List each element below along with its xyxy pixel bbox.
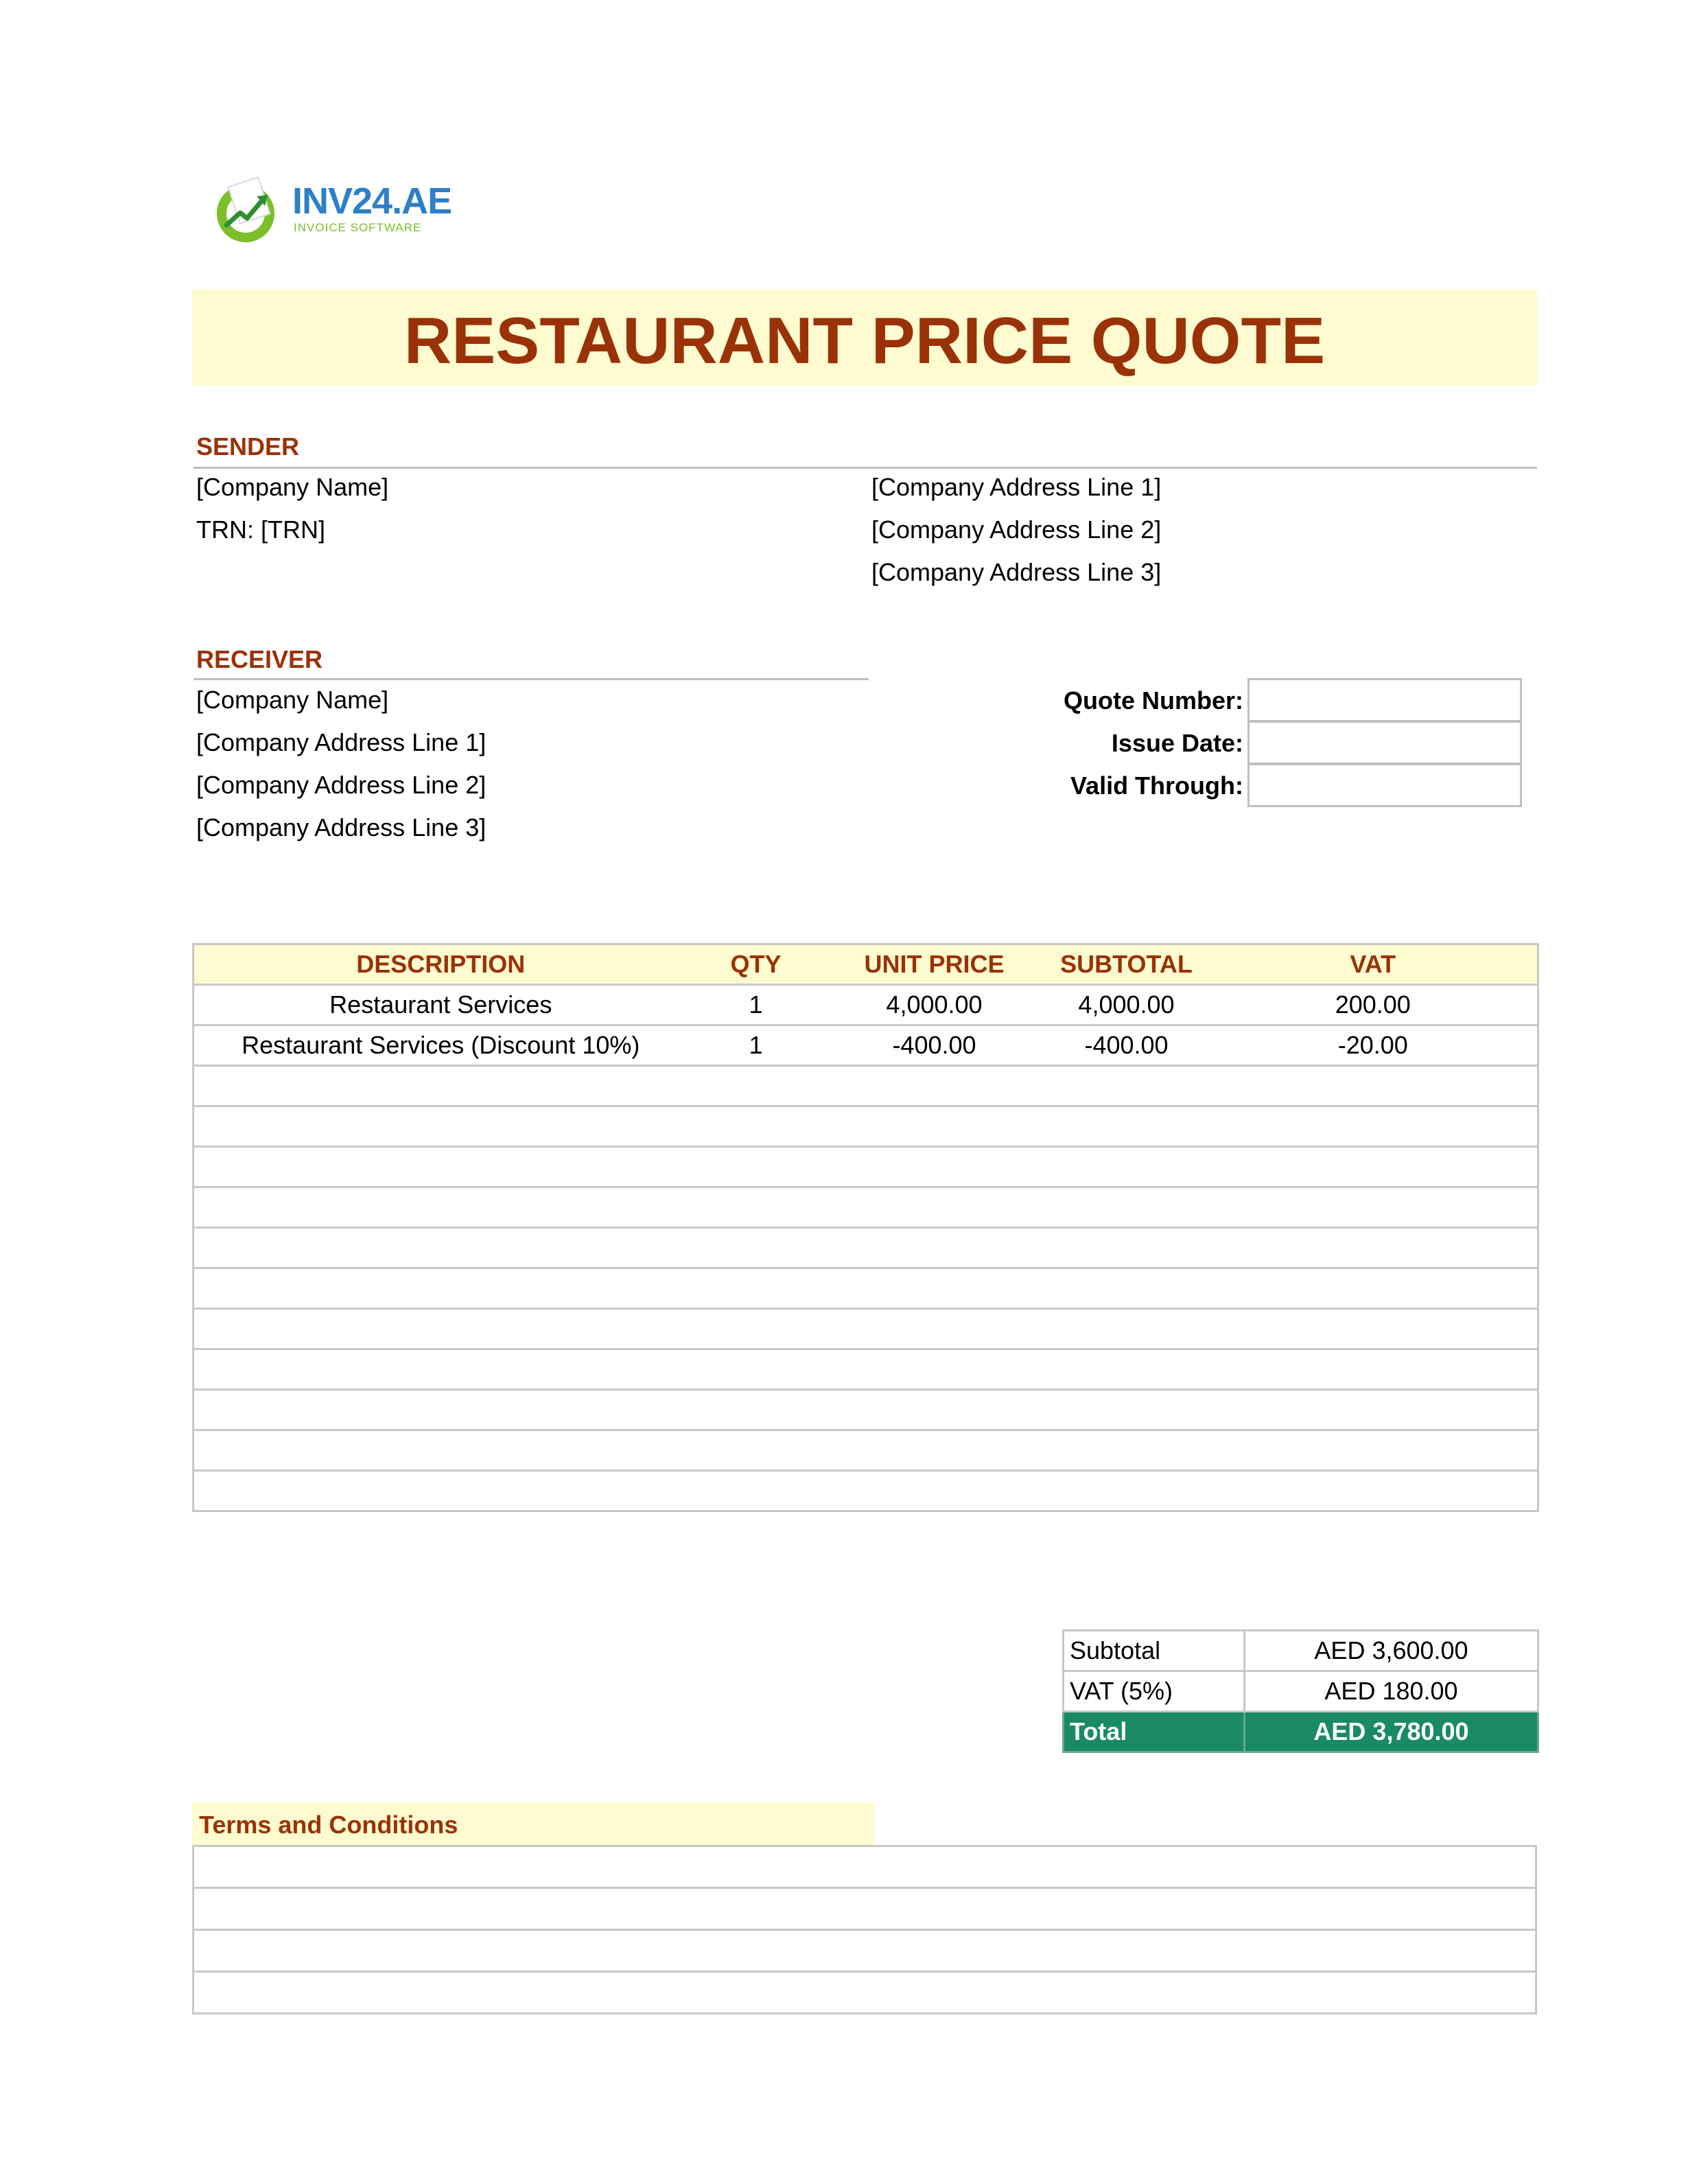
subtotal-row [1064, 1631, 1538, 1671]
column-header-qty: QTY [688, 944, 825, 985]
vat-label: VAT (5%) [1064, 1671, 1245, 1712]
receiver-address-line-3: [Company Address Line 3] [196, 813, 487, 841]
cell-description[interactable] [194, 1106, 688, 1147]
cell-subtotal[interactable]: 4,000.00 [1044, 985, 1209, 1025]
cell-vat[interactable] [1209, 1268, 1538, 1309]
cell-description[interactable] [194, 1349, 688, 1390]
cell-subtotal[interactable] [1044, 1268, 1209, 1309]
cell-vat[interactable] [1209, 1390, 1538, 1430]
terms-line [194, 1930, 1536, 1972]
table-row [194, 1390, 1538, 1430]
terms-line-cell[interactable] [194, 1888, 1536, 1930]
receiver-heading: RECEIVER [196, 645, 323, 673]
cell-qty[interactable] [688, 1228, 825, 1268]
logo-icon [211, 176, 287, 244]
subtotal-value: AED 3,600.00 [1245, 1631, 1538, 1671]
cell-qty[interactable] [688, 1390, 825, 1430]
cell-vat[interactable]: -20.00 [1209, 1025, 1538, 1066]
cell-subtotal[interactable] [1044, 1066, 1209, 1106]
cell-description[interactable]: Restaurant Services [194, 985, 688, 1025]
cell-qty[interactable] [688, 1471, 825, 1511]
table-row [194, 1228, 1538, 1268]
logo-brand: INV24.AE [292, 181, 452, 222]
cell-vat[interactable] [1209, 1349, 1538, 1390]
cell-unit-price[interactable] [825, 1309, 1044, 1349]
column-header-vat: VAT [1209, 944, 1538, 985]
cell-description[interactable] [194, 1471, 688, 1511]
terms-line-cell[interactable] [194, 1930, 1536, 1972]
cell-qty[interactable] [688, 1430, 825, 1471]
table-row [194, 1025, 1538, 1066]
terms-table [192, 1845, 1537, 2014]
cell-subtotal[interactable] [1044, 1187, 1209, 1228]
vat-value: AED 180.00 [1245, 1671, 1538, 1712]
cell-qty[interactable]: 1 [688, 1025, 825, 1066]
terms-band [192, 1802, 874, 1845]
receiver-address-line-2: [Company Address Line 2] [196, 771, 487, 799]
company-logo [211, 172, 452, 247]
sender-rule [194, 467, 1537, 469]
receiver-company-name: [Company Name] [196, 686, 389, 714]
cell-subtotal[interactable] [1044, 1228, 1209, 1268]
table-row [194, 1471, 1538, 1511]
cell-unit-price[interactable] [825, 1390, 1044, 1430]
cell-unit-price[interactable] [825, 1430, 1044, 1471]
cell-subtotal[interactable] [1044, 1390, 1209, 1430]
table-row [194, 1187, 1538, 1228]
line-items-table [192, 943, 1539, 1512]
cell-unit-price[interactable] [825, 1471, 1044, 1511]
cell-subtotal[interactable] [1044, 1147, 1209, 1187]
logo-tagline: INVOICE SOFTWARE [294, 221, 422, 234]
column-header-subtotal: SUBTOTAL [1044, 944, 1209, 985]
cell-subtotal[interactable] [1044, 1349, 1209, 1390]
table-row [194, 1349, 1538, 1390]
table-row [194, 1106, 1538, 1147]
cell-subtotal[interactable] [1044, 1106, 1209, 1147]
total-label: Total [1064, 1712, 1245, 1752]
table-row [194, 1309, 1538, 1349]
issue-date-label: Issue Date: [1111, 729, 1243, 757]
subtotal-label: Subtotal [1064, 1631, 1245, 1671]
title-band [192, 290, 1537, 386]
cell-unit-price[interactable] [825, 1147, 1044, 1187]
terms-line-cell[interactable] [194, 1972, 1536, 2014]
cell-vat[interactable]: 200.00 [1209, 985, 1538, 1025]
cell-subtotal[interactable]: -400.00 [1044, 1025, 1209, 1066]
terms-line [194, 1972, 1536, 2014]
sender-trn: TRN: [TRN] [196, 515, 325, 544]
cell-unit-price[interactable] [825, 1066, 1044, 1106]
terms-line-cell[interactable] [194, 1846, 1536, 1888]
table-row [194, 1066, 1538, 1106]
cell-description[interactable] [194, 1147, 688, 1187]
table-row [194, 1430, 1538, 1471]
sender-address-line-3: [Company Address Line 3] [871, 558, 1162, 586]
cell-qty[interactable] [688, 1106, 825, 1147]
cell-unit-price[interactable] [825, 1187, 1044, 1228]
cell-subtotal[interactable] [1044, 1471, 1209, 1511]
cell-unit-price[interactable] [825, 1106, 1044, 1147]
sender-company-name: [Company Name] [196, 473, 389, 501]
cell-description[interactable] [194, 1268, 688, 1309]
cell-vat[interactable] [1209, 1147, 1538, 1187]
quote-number-label: Quote Number: [1063, 686, 1243, 715]
cell-subtotal[interactable] [1044, 1430, 1209, 1471]
cell-description[interactable] [194, 1066, 688, 1106]
cell-unit-price[interactable] [825, 1268, 1044, 1309]
valid-through-field[interactable] [1247, 763, 1522, 807]
cell-description[interactable] [194, 1228, 688, 1268]
cell-unit-price[interactable]: -400.00 [825, 1025, 1044, 1066]
terms-line [194, 1846, 1536, 1888]
cell-qty[interactable] [688, 1147, 825, 1187]
cell-description[interactable] [194, 1187, 688, 1228]
valid-through-label: Valid Through: [1070, 771, 1243, 800]
cell-vat[interactable] [1209, 1228, 1538, 1268]
totals-table [1062, 1629, 1539, 1753]
cell-qty[interactable] [688, 1349, 825, 1390]
cell-qty[interactable]: 1 [688, 985, 825, 1025]
total-value: AED 3,780.00 [1245, 1712, 1538, 1752]
cell-qty[interactable] [688, 1309, 825, 1349]
receiver-address-line-1: [Company Address Line 1] [196, 728, 487, 756]
terms-line [194, 1888, 1536, 1930]
cell-unit-price[interactable]: 4,000.00 [825, 985, 1044, 1025]
table-row [194, 985, 1538, 1025]
total-row [1064, 1712, 1538, 1752]
cell-description[interactable]: Restaurant Services (Discount 10%) [194, 1025, 688, 1066]
sender-heading: SENDER [196, 432, 300, 461]
cell-vat[interactable] [1209, 1187, 1538, 1228]
cell-description[interactable] [194, 1309, 688, 1349]
cell-qty[interactable] [688, 1187, 825, 1228]
cell-description[interactable] [194, 1390, 688, 1430]
cell-subtotal[interactable] [1044, 1309, 1209, 1349]
cell-vat[interactable] [1209, 1430, 1538, 1471]
page-title: RESTAURANT PRICE QUOTE [403, 304, 1326, 377]
cell-description[interactable] [194, 1430, 688, 1471]
table-row [194, 1147, 1538, 1187]
issue-date-field[interactable] [1247, 721, 1522, 765]
sender-address-line-2: [Company Address Line 2] [871, 515, 1162, 544]
receiver-rule [194, 678, 869, 680]
table-row [194, 1268, 1538, 1309]
sender-address-line-1: [Company Address Line 1] [871, 473, 1162, 501]
cell-vat[interactable] [1209, 1066, 1538, 1106]
column-header-unit-price: UNIT PRICE [825, 944, 1044, 985]
cell-qty[interactable] [688, 1066, 825, 1106]
cell-vat[interactable] [1209, 1471, 1538, 1511]
table-header-row [194, 944, 1538, 985]
cell-unit-price[interactable] [825, 1228, 1044, 1268]
cell-qty[interactable] [688, 1268, 825, 1309]
cell-vat[interactable] [1209, 1309, 1538, 1349]
terms-heading: Terms and Conditions [199, 1811, 458, 1839]
cell-unit-price[interactable] [825, 1349, 1044, 1390]
cell-vat[interactable] [1209, 1106, 1538, 1147]
quote-number-field[interactable] [1247, 678, 1522, 722]
vat-row [1064, 1671, 1538, 1712]
column-header-description: DESCRIPTION [194, 944, 688, 985]
